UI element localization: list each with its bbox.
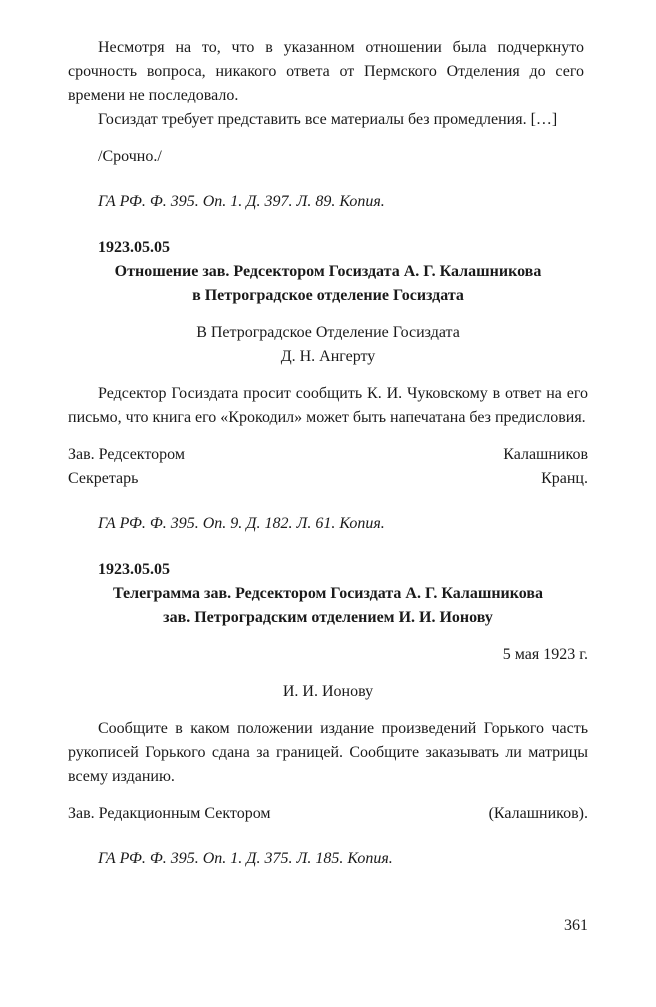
intro-note: /Срочно./ bbox=[98, 148, 162, 165]
doc1-date: 1923.05.05 bbox=[98, 239, 170, 256]
intro-source: ГА РФ. Ф. 395. Оп. 1. Д. 397. Л. 89. Копия. bbox=[98, 193, 385, 210]
doc1-signature-1 bbox=[68, 443, 588, 467]
doc1-addressee-line-1: В Петроградское Отделение Госиздата bbox=[196, 324, 460, 341]
doc1-signature-2 bbox=[68, 467, 588, 491]
doc1-signature-2-name: Кранц. bbox=[541, 470, 588, 487]
doc1-signature-1-role: Зав. Редсектором bbox=[68, 446, 185, 463]
page-number: 361 bbox=[564, 917, 588, 934]
doc2-date: 1923.05.05 bbox=[98, 561, 170, 578]
doc1-signature-2-role: Секретарь bbox=[68, 470, 139, 487]
doc2-addressee: И. И. Ионову bbox=[282, 683, 374, 700]
intro-paragraph-1: Несмотря на то, что в указанном отношении была подчеркнуто срочность вопроса, никакого ответа от Пермского Отделения до сего времени не последовало. bbox=[68, 39, 584, 104]
doc1-title-line-2: в Петроградское отделение Госиздата bbox=[192, 287, 464, 304]
doc2-title-line-2: зав. Петроградским отделением И. И. Ионову bbox=[163, 609, 493, 626]
page-body bbox=[68, 36, 588, 871]
doc2-title-line-1: Телеграмма зав. Редсектором Госиздата А. Г. Калашникова bbox=[112, 585, 544, 602]
doc2-source: ГА РФ. Ф. 395. Оп. 1. Д. 375. Л. 185. Копия. bbox=[98, 850, 393, 867]
doc1-source: ГА РФ. Ф. 395. Оп. 9. Д. 182. Л. 61. Копия. bbox=[98, 515, 385, 532]
doc2-signature bbox=[68, 802, 588, 826]
doc1-signature-1-name: Калашников bbox=[503, 446, 588, 463]
doc1-title-line-1: Отношение зав. Редсектором Госиздата А. Г. Калашникова bbox=[114, 263, 542, 280]
doc1-addressee-line-2: Д. Н. Ангерту bbox=[280, 348, 376, 365]
intro-paragraph-2: Госиздат требует представить все материалы без промедления. […] bbox=[98, 111, 558, 128]
doc2-signature-role: Зав. Редакционным Сектором bbox=[68, 805, 271, 822]
doc1-body: Редсектор Госиздата просит сообщить К. И. Чуковскому в ответ на его письмо, что книга его «Крокодил» может быть напечатана без предисловия. bbox=[68, 385, 588, 426]
doc2-dateline: 5 мая 1923 г. bbox=[502, 646, 588, 663]
doc2-body: Сообщите в каком положении издание произведений Горького часть рукописей Горького сдана за границей. Сообщите заказывать ли матрицы всему изданию. bbox=[68, 720, 588, 785]
doc2-signature-name: (Калашников). bbox=[488, 805, 588, 822]
